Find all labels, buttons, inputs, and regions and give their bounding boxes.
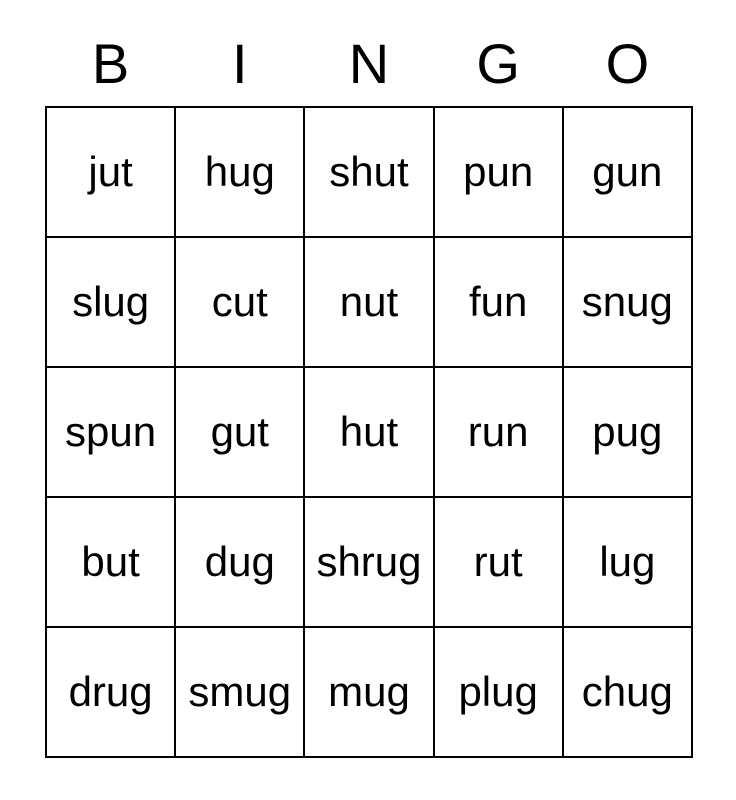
bingo-cell[interactable] (46, 627, 175, 757)
bingo-cell[interactable] (434, 497, 563, 627)
bingo-cell-text: snug (581, 277, 673, 325)
bingo-header-i: I (232, 32, 248, 95)
bingo-cell[interactable] (434, 627, 563, 757)
table-row (46, 627, 692, 757)
bingo-header-row (46, 28, 692, 107)
bingo-cell[interactable] (304, 367, 433, 497)
bingo-cell-text: drug (68, 667, 153, 715)
bingo-cell[interactable] (175, 237, 304, 367)
bingo-cell-text: mug (328, 667, 410, 715)
bingo-header-n: N (348, 32, 390, 95)
bingo-header-g: G (476, 32, 520, 95)
table-row (46, 237, 692, 367)
bingo-cell-text: chug (581, 667, 673, 715)
bingo-cell-text: gun (592, 147, 663, 195)
bingo-cell-text: hut (339, 407, 399, 455)
bingo-cell-text: cut (211, 277, 268, 325)
bingo-cell[interactable] (175, 367, 304, 497)
bingo-cell-text: hug (204, 147, 275, 195)
bingo-table (45, 28, 693, 758)
bingo-cell-text: fun (468, 277, 528, 325)
bingo-cell[interactable] (304, 237, 433, 367)
bingo-cell[interactable] (304, 497, 433, 627)
bingo-cell[interactable] (175, 627, 304, 757)
bingo-cell[interactable] (46, 367, 175, 497)
bingo-header-b: B (91, 32, 130, 95)
bingo-cell-text: plug (458, 667, 538, 715)
bingo-cell[interactable] (434, 237, 563, 367)
bingo-cell-text: gut (210, 407, 269, 455)
bingo-cell[interactable] (563, 627, 692, 757)
bingo-cell[interactable] (304, 627, 433, 757)
bingo-cell-text: but (81, 537, 140, 585)
bingo-cell-text: run (467, 407, 529, 455)
table-row (46, 497, 692, 627)
bingo-cell[interactable] (46, 497, 175, 627)
bingo-cell[interactable] (434, 107, 563, 237)
bingo-cell[interactable] (563, 107, 692, 237)
bingo-cell-text: rut (473, 537, 523, 585)
bingo-cell-text: dug (204, 537, 275, 585)
bingo-card (45, 28, 691, 758)
bingo-cell-text: spun (65, 407, 157, 455)
bingo-cell[interactable] (563, 237, 692, 367)
table-row (46, 367, 692, 497)
bingo-cell-text: shut (329, 147, 409, 195)
bingo-cell[interactable] (175, 497, 304, 627)
bingo-cell[interactable] (434, 367, 563, 497)
bingo-cell-text: shrug (316, 537, 422, 585)
bingo-cell[interactable] (563, 497, 692, 627)
bingo-header-o: O (605, 32, 650, 95)
bingo-cell[interactable] (563, 367, 692, 497)
table-row (46, 107, 692, 237)
bingo-cell[interactable] (175, 107, 304, 237)
bingo-cell-text: smug (188, 667, 292, 715)
bingo-cell-text: slug (72, 277, 150, 325)
bingo-cell-text: nut (339, 277, 399, 325)
bingo-cell-text: pug (592, 407, 663, 455)
bingo-cell-text: jut (88, 147, 133, 195)
bingo-cell[interactable] (304, 107, 433, 237)
bingo-cell[interactable] (46, 107, 175, 237)
bingo-cell-text: lug (599, 537, 656, 585)
bingo-cell-text: pun (463, 147, 534, 195)
bingo-cell[interactable] (46, 237, 175, 367)
